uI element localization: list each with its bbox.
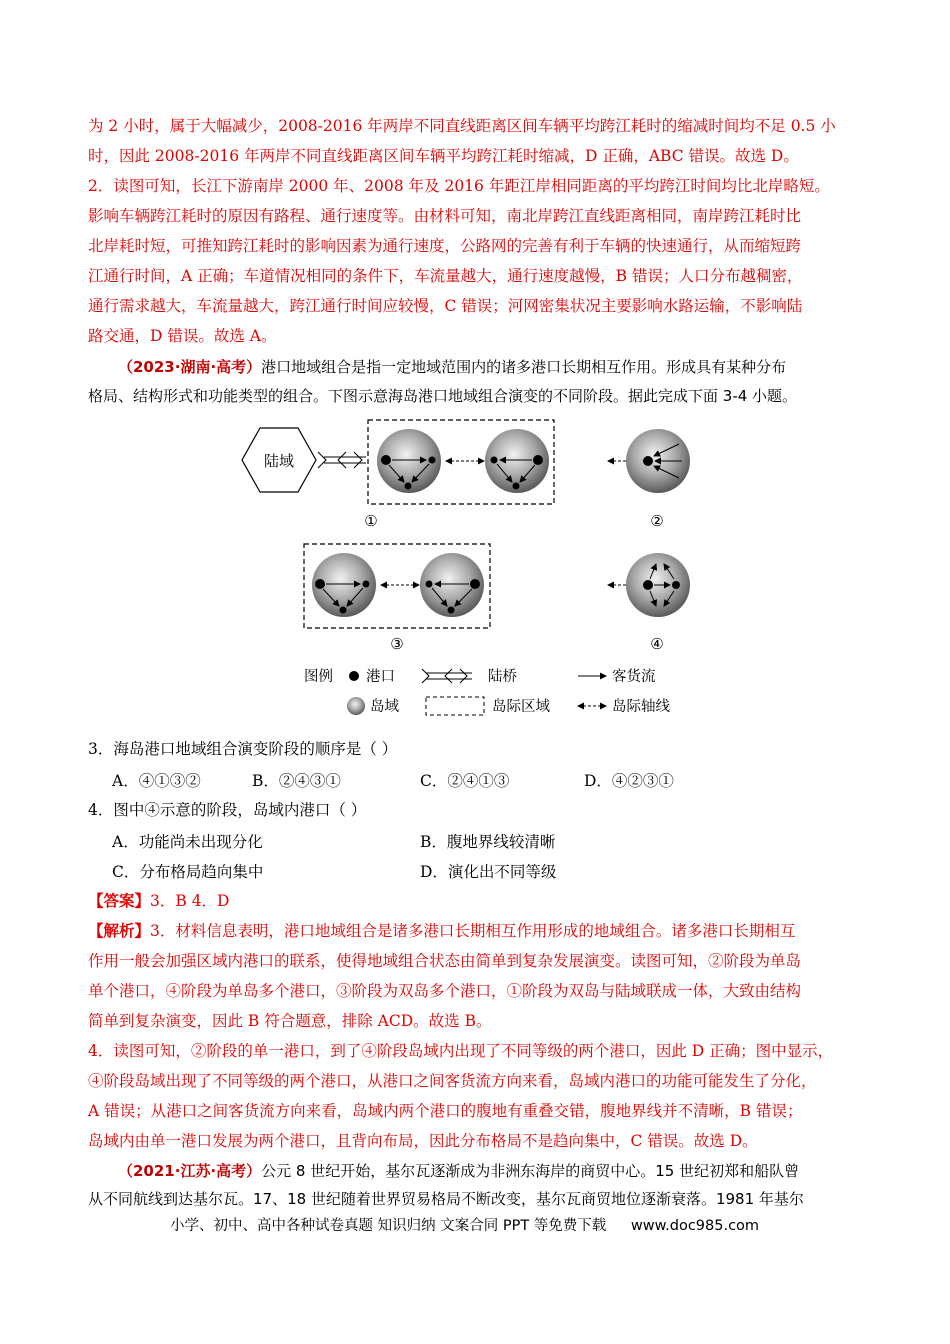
stage-label: ④ (650, 635, 664, 653)
material-jiangsu-line1 (118, 1161, 799, 1181)
footer-text: 小学、初中、高中各种试卷真题 知识归纳 文案合同 PPT 等免费下载 (170, 1218, 607, 1234)
inter-island-region-box (426, 697, 484, 715)
analysis-tag: 【解析】 (88, 921, 151, 940)
stage-label: ② (650, 512, 664, 530)
q3-option-b: B．②④③① (252, 772, 341, 790)
port-dot (429, 457, 436, 464)
port-dot (340, 607, 347, 614)
answer-tag: 【答案】 (88, 891, 151, 910)
port-dot (426, 581, 433, 588)
answer-line: 通行需求越大，车流量越大，跨江通行时间应较慢，C 错误；河网密集状况主要影响水路运输，不影响陆 (88, 297, 803, 315)
legend-item: 岛域 (370, 699, 399, 715)
port-dot (470, 579, 480, 589)
port-dot (349, 671, 359, 681)
q3-option-c: C．②④①③ (420, 772, 510, 790)
answer-line: 时，因此 2008-2016 年两岸不同直线距离区间车辆平均跨江耗时缩减，D 正确，ABC 错误。故选 D。 (88, 147, 799, 165)
port-dot (315, 579, 325, 589)
q4-option-c: C．分布格局趋向集中 (112, 863, 264, 881)
analysis-text: 3．材料信息表明，港口地域组合是诸多港口长期相互作用形成的地域组合。诸多港口长期相互 (150, 922, 796, 940)
port-dot (381, 455, 391, 465)
material-text: 港口地域组合是指一定地域范围内的诸多港口长期相互作用。形成具有某种分布 (261, 358, 787, 376)
legend-title: 图例 (304, 669, 333, 685)
land-bridge-icon (422, 669, 472, 683)
legend-item: 客货流 (612, 669, 656, 685)
land-label: 陆域 (263, 452, 295, 470)
q3-option-a: A．④①③② (112, 772, 201, 790)
port-dot (448, 607, 455, 614)
answer-line: 江通行时间，A 正确；车道情况相同的条件下，车流量越大，通行速度越慢，B 错误；人口分布越稠密， (88, 267, 803, 285)
stage-label: ③ (390, 635, 404, 653)
q4-option-a: A．功能尚未出现分化 (112, 833, 263, 851)
analysis-line: 单个港口，④阶段为单岛多个港口，③阶段为双岛多个港口，①阶段为双岛与陆域联成一体，大致由结构 (88, 982, 802, 1000)
analysis-line (88, 921, 795, 941)
analysis-line: ④阶段岛域出现了不同等级的两个港口，从港口之间客货流方向来看，岛域内港口的功能可能发生了分化， (88, 1072, 817, 1090)
footer-url[interactable]: www.doc985.com (630, 1218, 760, 1234)
q4-stem: 4．图中④示意的阶段，岛域内港口（ ） (88, 801, 367, 819)
answer-line: 北岸耗时短，可推知跨江耗时的影响因素为通行速度，公路网的完善有利于车辆的快速通行，从而缩短跨 (88, 237, 802, 255)
answer-line: 2．读图可知，长江下游南岸 2000 年、2008 年及 2016 年距江岸相同距离的平均跨江时间均比北岸略短。 (88, 177, 830, 195)
q4-option-d: D．演化出不同等级 (420, 863, 557, 881)
analysis-line: 岛域内由单一港口发展为两个港口，且背向布局，因此分布格局不是趋向集中，C 错误。故选 D。 (88, 1132, 758, 1150)
q3-stem: 3．海岛港口地域组合演变阶段的顺序是（ ） (88, 740, 398, 758)
legend-item: 陆桥 (488, 669, 517, 685)
port-dot (643, 580, 653, 590)
analysis-line: 作用一般会加强区域内港口的联系，使得地域组合状态由简单到复杂发展演变。读图可知，②阶段为单岛 (88, 952, 802, 970)
source-tag: （2023·湖南·高考） (118, 358, 262, 376)
legend-item: 岛际区域 (492, 699, 550, 715)
analysis-line: 简单到复杂演变，因此 B 符合题意，排除 ACD。故选 B。 (88, 1012, 492, 1030)
island-circle (347, 697, 365, 715)
land-hexagon (242, 428, 316, 492)
analysis-line: 4．读图可知，②阶段的单一港口，到了④阶段岛域内出现了不同等级的两个港口，因此 D 正确；图中显示， (88, 1042, 834, 1060)
legend-item: 岛际轴线 (612, 699, 670, 715)
source-tag: （2021·江苏·高考） (118, 1162, 262, 1180)
answer-line: 为 2 小时，属于大幅减少，2008-2016 年两岸不同直线距离区间车辆平均跨江耗时的缩减时间均不足 0.5 小 (88, 117, 836, 135)
legend (304, 667, 670, 715)
q4-option-b: B．腹地界线较清晰 (420, 833, 556, 851)
answer-line: 影响车辆跨江耗时的原因有路程、通行速度等。由材料可知，南北岸跨江直线距离相同，南岸跨江耗时比 (88, 207, 802, 225)
land-bridge-icon (318, 452, 366, 468)
answer-line (88, 891, 229, 911)
port-dot (533, 455, 543, 465)
material-hunan-line2: 格局、结构形式和功能类型的组合。下图示意海岛港口地域组合演变的不同阶段。据此完成下面 3-4 小题。 (88, 387, 798, 405)
material-jiangsu-line2: 从不同航线到达基尔瓦。17、18 世纪随着世界贸易格局不断改变，基尔瓦商贸地位逐渐衰落。1981 年基尔 (88, 1190, 804, 1208)
stage-label: ① (364, 512, 378, 530)
q3-option-d: D．④②③① (584, 772, 674, 790)
port-evolution-figure (236, 414, 706, 724)
analysis-line: A 错误；从港口之间客货流方向来看，岛域内两个港口的腹地有重叠交错，腹地界线并不清晰，B 错误； (88, 1102, 803, 1120)
port-dot (405, 483, 412, 490)
port-dot (643, 456, 653, 466)
legend-item: 港口 (366, 669, 395, 685)
port-dot (363, 581, 370, 588)
port-dot (672, 581, 680, 589)
material-text: 公元 8 世纪开始，基尔瓦逐渐成为非洲东海岸的商贸中心。15 世纪初郑和船队曾 (261, 1162, 800, 1180)
answer-line: 路交通，D 错误。故选 A。 (88, 327, 277, 345)
answer-text: 3．B 4．D (150, 892, 230, 910)
page-footer (170, 1214, 759, 1235)
port-dot (513, 483, 520, 490)
port-dot (491, 457, 498, 464)
material-hunan-line1 (118, 357, 786, 377)
